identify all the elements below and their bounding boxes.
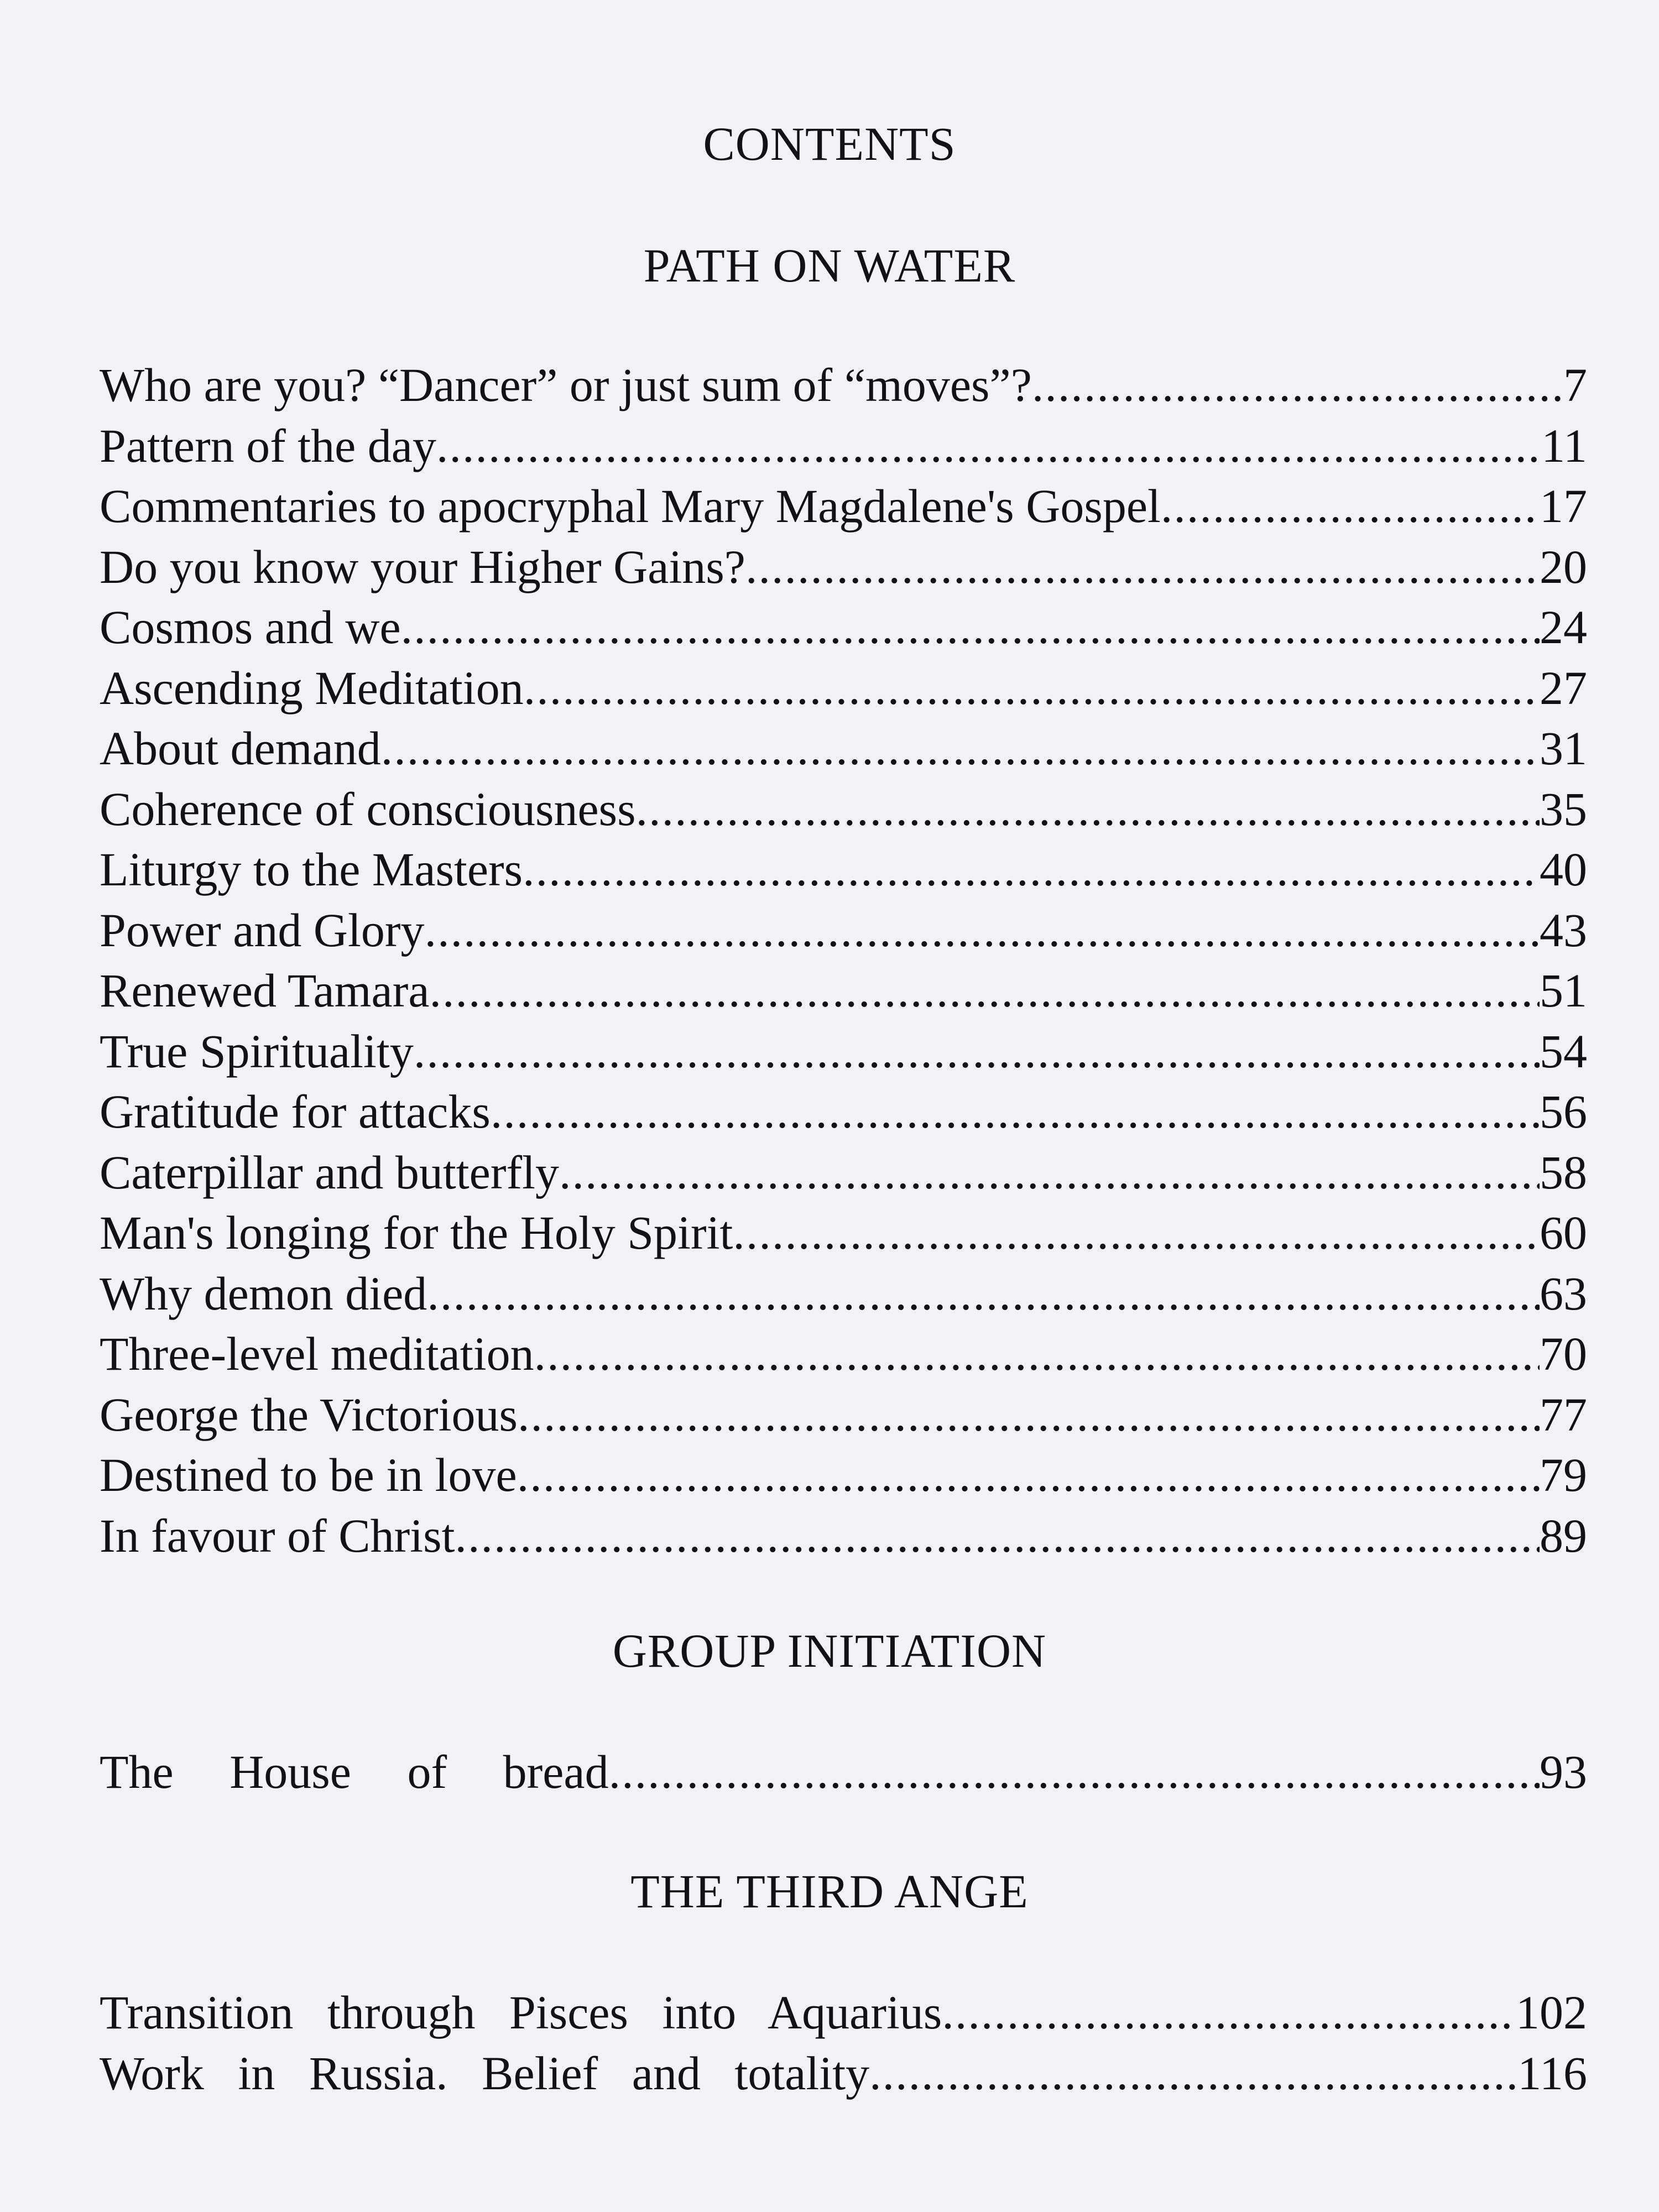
dot-leader: [559, 1142, 1540, 1203]
section-heading-group-initiation: GROUP INITIATION: [612, 1624, 1047, 1677]
toc-entry[interactable]: [100, 2043, 1587, 2104]
section-heading-the-third-ange: THE THIRD ANGE: [630, 1865, 1029, 1918]
toc-entry[interactable]: [100, 658, 1587, 719]
dot-leader: [401, 597, 1540, 658]
toc-entry[interactable]: [100, 1021, 1587, 1082]
toc-entry[interactable]: [100, 476, 1587, 537]
dot-leader: [636, 779, 1540, 840]
toc-entry-page: 89: [1540, 1509, 1587, 1562]
toc-entry-title: Renewed Tamara: [100, 964, 430, 1017]
toc-entry-title: Cosmos and we: [100, 601, 401, 654]
toc-entry-title: Who are you? “Dancer” or just sum of “moves”?: [100, 358, 1032, 411]
toc-entry-title: Do you know your Higher Gains?: [100, 540, 745, 593]
dot-leader: [414, 1021, 1540, 1082]
toc-entry[interactable]: [100, 1082, 1587, 1142]
dot-leader: [1161, 476, 1540, 537]
toc-entry[interactable]: [100, 1385, 1587, 1446]
dot-leader: [745, 537, 1540, 598]
toc-entry[interactable]: [100, 779, 1587, 840]
toc-entry-page: 60: [1540, 1206, 1587, 1259]
dot-leader: [517, 1445, 1540, 1506]
toc-entry-title: Pattern of the day: [100, 419, 436, 472]
toc-entry-page: 40: [1540, 843, 1587, 896]
toc-entry-page: 43: [1540, 903, 1587, 957]
toc-list-the-third-ange: [100, 1983, 1587, 2104]
toc-entry[interactable]: [100, 839, 1587, 900]
toc-entry-page: 77: [1540, 1387, 1587, 1441]
toc-entry[interactable]: [100, 1983, 1587, 2043]
dot-leader: [491, 1082, 1540, 1142]
toc-entry-title: About demand: [100, 722, 381, 775]
toc-entry-page: 24: [1540, 601, 1587, 654]
dot-leader: [425, 900, 1540, 961]
toc-entry-page: 70: [1540, 1327, 1587, 1380]
dot-leader: [430, 961, 1540, 1021]
toc-entry-page: 31: [1540, 722, 1587, 775]
dot-leader: [381, 718, 1540, 779]
toc-entry-title: Transition through Pisces into Aquarius: [100, 1986, 942, 2039]
toc-entry-page: 35: [1540, 782, 1587, 836]
toc-entry-page: 54: [1540, 1024, 1587, 1078]
toc-entry-title: Liturgy to the Masters: [100, 843, 523, 896]
dot-leader: [436, 416, 1541, 477]
toc-entry[interactable]: [100, 718, 1587, 779]
toc-entry-title: True Spirituality: [100, 1024, 414, 1078]
toc-entry[interactable]: [100, 1324, 1587, 1385]
section-heading-path-on-water: PATH ON WATER: [643, 239, 1016, 292]
toc-entry[interactable]: [100, 900, 1587, 961]
toc-entry[interactable]: [100, 961, 1587, 1021]
toc-entry[interactable]: [100, 537, 1587, 598]
toc-entry-page: 20: [1540, 540, 1587, 593]
toc-entry-title: Gratitude for attacks: [100, 1085, 491, 1138]
toc-entry-page: 79: [1540, 1448, 1587, 1501]
toc-entry-page: 93: [1540, 1745, 1587, 1798]
dot-leader: [455, 1506, 1540, 1567]
toc-entry-title: Work in Russia. Belief and totality: [100, 2046, 870, 2100]
toc-entry-page: 17: [1540, 479, 1587, 533]
toc-entry-title: Man's longing for the Holy Spirit: [100, 1206, 733, 1259]
toc-entry[interactable]: [100, 1142, 1587, 1203]
toc-list-path-on-water: [100, 355, 1587, 1566]
toc-entry-title: Why demon died: [100, 1266, 427, 1320]
dot-leader: [518, 1385, 1540, 1446]
dot-leader: [609, 1742, 1540, 1803]
toc-entry-page: 51: [1540, 964, 1587, 1017]
toc-entry[interactable]: [100, 1203, 1587, 1264]
toc-entry-page: 56: [1540, 1085, 1587, 1138]
toc-entry[interactable]: [100, 1506, 1587, 1567]
toc-entry[interactable]: [100, 416, 1587, 477]
dot-leader: [523, 839, 1540, 900]
toc-entry-title: George the Victorious: [100, 1387, 518, 1441]
toc-list-group-initiation: [100, 1742, 1587, 1803]
dot-leader: [869, 2043, 1517, 2104]
toc-entry-title: Power and Glory: [100, 903, 425, 957]
toc-entry-page: 58: [1540, 1145, 1587, 1199]
toc-entry-title: Destined to be in love: [100, 1448, 517, 1501]
toc-entry[interactable]: [100, 1264, 1587, 1324]
toc-entry-title: Ascending Meditation: [100, 661, 524, 714]
toc-entry-title: Commentaries to apocryphal Mary Magdalene's Gospel: [100, 479, 1161, 533]
toc-entry-page: 27: [1540, 661, 1587, 714]
dot-leader: [427, 1264, 1540, 1324]
contents-heading: CONTENTS: [703, 117, 956, 170]
toc-entry-page: 102: [1516, 1986, 1587, 2039]
toc-entry-title: Three-level meditation: [100, 1327, 534, 1380]
toc-entry[interactable]: [100, 355, 1587, 416]
toc-entry-page: 7: [1563, 358, 1587, 411]
toc-entry-page: 116: [1517, 2046, 1587, 2100]
toc-entry[interactable]: [100, 1445, 1587, 1506]
toc-entry-page: 11: [1541, 419, 1587, 472]
toc-entry[interactable]: [100, 597, 1587, 658]
toc-entry-title: The House of bread: [100, 1745, 609, 1798]
dot-leader: [534, 1324, 1540, 1385]
dot-leader: [942, 1983, 1516, 2043]
toc-entry-title: Caterpillar and butterfly: [100, 1145, 560, 1199]
toc-entry-page: 63: [1540, 1266, 1587, 1320]
toc-entry[interactable]: [100, 1742, 1587, 1803]
dot-leader: [733, 1203, 1540, 1264]
toc-entry-title: Coherence of consciousness: [100, 782, 636, 836]
dot-leader: [1032, 355, 1563, 416]
dot-leader: [524, 658, 1540, 719]
toc-entry-title: In favour of Christ: [100, 1509, 455, 1562]
